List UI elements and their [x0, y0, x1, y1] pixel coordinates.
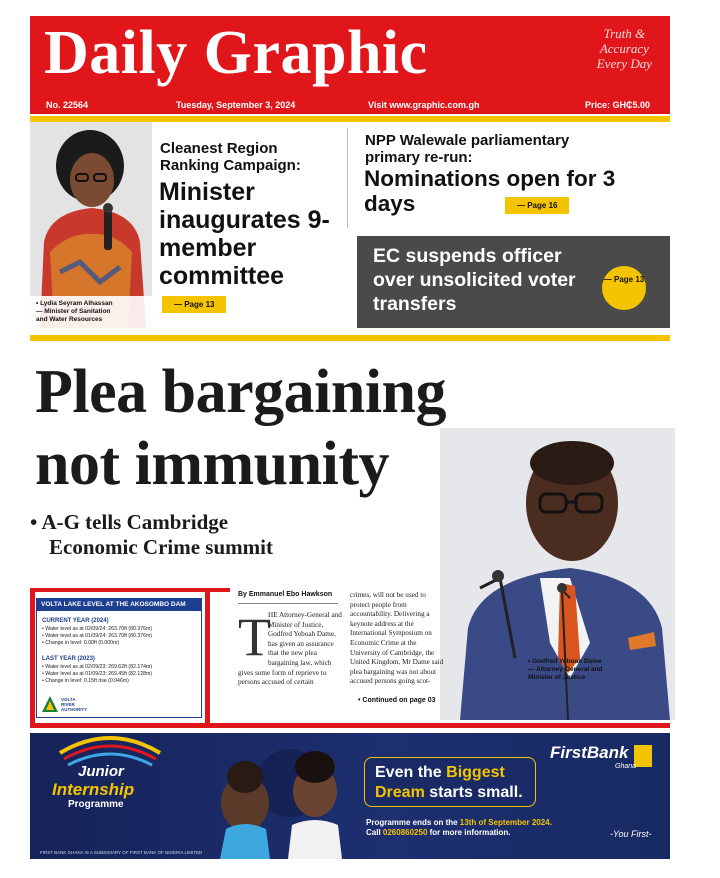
- ad-footnote: FIRST BANK GHANA IS A SUBSIDIARY OF FIRST BANK OF NIGERIA LIMITED: [40, 850, 203, 855]
- main-headline[interactable]: Plea bargaining not immunity: [35, 358, 447, 498]
- frame-border: [205, 588, 210, 728]
- junior-internship-logo: Junior Internship Programme: [52, 763, 135, 810]
- ec-story-box[interactable]: [357, 236, 670, 328]
- page-reference[interactable]: — Page 16: [505, 197, 569, 214]
- firstbank-country: Ghana: [615, 763, 637, 770]
- frame-border: [30, 588, 35, 728]
- article-column-2: crimes, will not be used to protect people from accountability. Delivering a keynote address at the International Symposium on Economic Crime at the University of Cambridge, the United Kingdom, Mr Dame said plea bargaining was not about accused persons going scot-: [350, 591, 444, 686]
- story-kicker: Cleanest Region Ranking Campaign:: [160, 140, 301, 174]
- divider: [30, 335, 670, 341]
- story-headline[interactable]: Nominations open for 3 days: [364, 166, 616, 216]
- website-link[interactable]: Visit www.graphic.com.gh: [368, 100, 480, 110]
- firstbank-brand: FirstBank: [550, 743, 629, 762]
- photo-caption: • Godfred Yeboah Dame — Attorney-General and Minister of Justice: [528, 658, 603, 681]
- newspaper-title: Daily Graphic: [44, 19, 428, 87]
- frame-border: [30, 723, 670, 728]
- ad-details: Programme ends on the 13th of September 2024. Call 0260860250 for more information.: [366, 818, 552, 837]
- article-column-1: HE Attorney-General and Minister of Justice, Godfred Yeboah Dame, has given an assurance that the new plea bargaining law, which gives some form of reprieve to persons accused of certain: [238, 611, 342, 687]
- firstbank-advertisement[interactable]: [30, 733, 670, 859]
- firstbank-slogan: -You First-: [610, 829, 652, 839]
- page-reference[interactable]: — Page 13: [602, 266, 646, 310]
- price: Price: GH₵5.00: [584, 100, 650, 110]
- last-year-rows: • Water level as at 02/09/23: 269.62ft (82.174m) • Water level as at 01/09/23: 269.45ft (82.128m) • Change in level: 0.15ft rise (0.046m): [42, 664, 153, 684]
- story-kicker: NPP Walewale parliamentary primary re-run:: [365, 132, 570, 166]
- story-headline[interactable]: Minister inaugurates 9-member committee: [159, 178, 330, 290]
- photo-caption: • Lydia Seyram Alhassan — Minister of Sanitation and Water Resources: [30, 296, 152, 330]
- continued-link[interactable]: • Continued on page 03: [358, 697, 436, 704]
- issue-number: No. 22564: [46, 100, 89, 110]
- sub-headline: • A-G tells Cambridge Economic Crime summit: [30, 510, 273, 559]
- story-headline: EC suspends officer over unsolicited voter transfers: [373, 245, 576, 315]
- page-reference[interactable]: — Page 13: [162, 296, 226, 313]
- byline-rule: [238, 603, 338, 604]
- column-divider: [347, 128, 348, 228]
- vra-logo-icon: [41, 695, 59, 713]
- tagline: Truth & Accuracy Every Day: [596, 26, 652, 71]
- elephant-logo-icon: [634, 745, 652, 767]
- current-year-label: CURRENT YEAR (2024): [42, 618, 109, 624]
- phone-number[interactable]: 0260860250: [382, 828, 428, 837]
- last-year-label: LAST YEAR (2023): [42, 656, 95, 662]
- volta-lake-level-box: [36, 598, 202, 718]
- drop-cap: T: [238, 607, 271, 667]
- current-year-rows: • Water level as at 02/09/24: 263.70ft (80.376m) • Water level as at 01/09/24: 263.70ft (80.376m) • Change in level: 0.00ft (0.000m): [42, 626, 153, 646]
- ad-slogan-box: Even the Biggest Dream starts small.: [364, 757, 536, 807]
- masthead: [30, 16, 670, 114]
- volta-title: VOLTA LAKE LEVEL AT THE AKOSOMBO DAM: [37, 599, 201, 611]
- frame-border: [30, 588, 230, 592]
- issue-date: Tuesday, September 3, 2024: [176, 100, 296, 110]
- vra-name: VOLTA RIVER AUTHORITY: [61, 697, 88, 712]
- byline: By Emmanuel Ebo Hawkson: [238, 591, 333, 598]
